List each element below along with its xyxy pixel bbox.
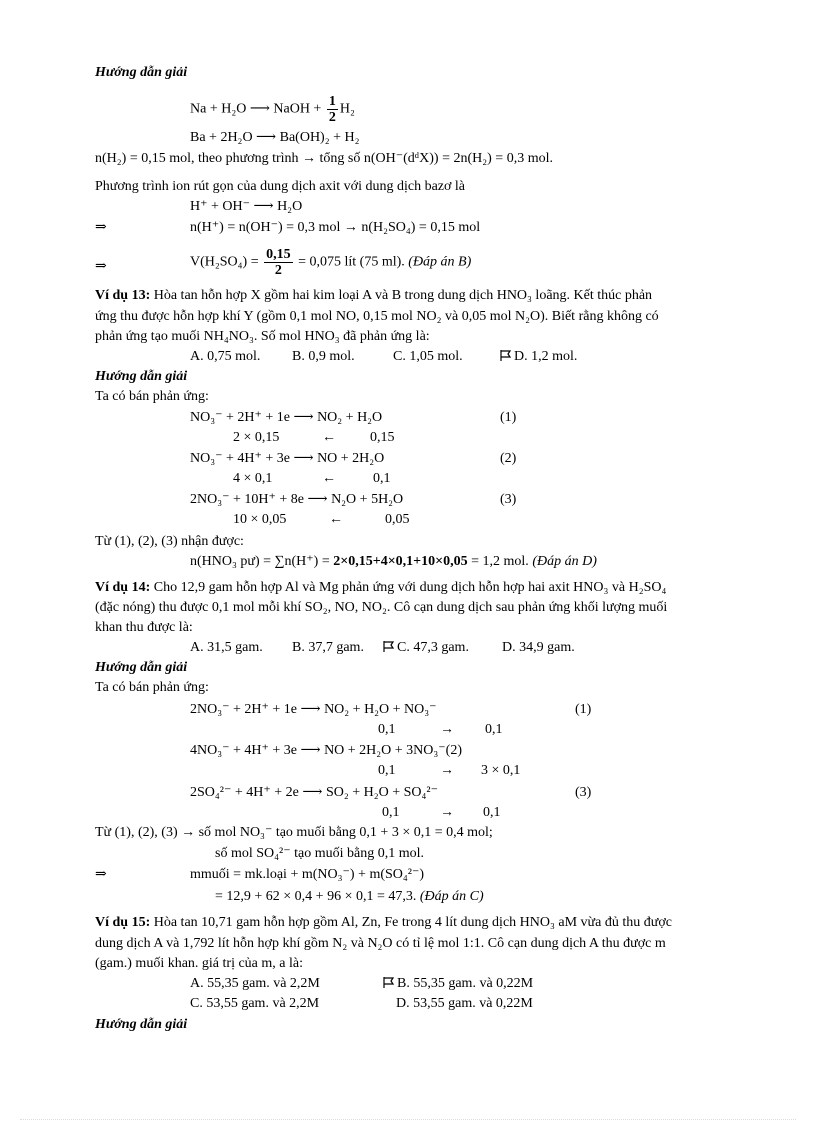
example-15-line-2: dung dịch A và 1,792 lít hỗn hợp khí gồm N₂ và N₂O có tỉ lệ mol 1:1. Cô cạn dung dịch A thu được m	[95, 936, 666, 951]
equation-na-text: Na + H₂O ⟶ NaOH +	[190, 101, 325, 117]
option-c	[383, 640, 469, 656]
option-b	[383, 976, 533, 992]
fraction-volume	[264, 247, 293, 278]
option-b-text: B. 55,35 gam. và 0,22M	[397, 976, 534, 991]
option-c: C. 1,05 mol.	[393, 349, 463, 364]
answer-note: (Đáp án B)	[408, 254, 472, 270]
example-14-line-3: khan thu được là:	[95, 620, 193, 635]
implies-arrow: ⇒	[95, 259, 107, 274]
example-label: Ví dụ 14:	[95, 580, 151, 595]
flag-icon	[383, 641, 397, 652]
option-b: B. 37,7 gam.	[292, 640, 364, 655]
moles-h-line: n(H⁺) = n(OH⁻) = 0,3 mol → n(H₂SO₄) = 0,15 mol	[190, 220, 481, 235]
reaction-s1: 2NO₃⁻ + 2H⁺ + 1e ⟶ NO₂ + H₂O + NO₃⁻	[190, 702, 437, 717]
reaction-3-arrow: ←	[329, 512, 343, 527]
reaction-1-stoich: 2 × 0,15	[233, 430, 280, 445]
example-15-line-1	[95, 915, 672, 931]
equation-ba: Ba + 2H₂O ⟶ Ba(OH)₂ + H₂	[190, 130, 360, 145]
example-13-line-3: phản ứng tạo muối NH₄NO₃. Số mol HNO₃ đã phản ứng là:	[95, 329, 430, 344]
option-a: A. 31,5 gam.	[190, 640, 263, 655]
option-d-text: D. 1,2 mol.	[514, 349, 578, 364]
solution-heading: Hướng dẫn giải	[95, 1017, 188, 1032]
reaction-s3-b: 0,1	[483, 805, 501, 820]
equation-na-tail: H₂	[339, 101, 355, 117]
fraction-half	[327, 94, 338, 125]
solution-heading: Hướng dẫn giải	[95, 65, 188, 80]
sum-lhs: n(HNO₃ pư) = ∑n(H⁺) =	[190, 554, 334, 569]
half-reaction-intro: Ta có bán phản ứng:	[95, 680, 209, 695]
solution-heading: Hướng dẫn giải	[95, 369, 188, 384]
sum-expression: 2×0,15+4×0,1+10×0,05	[333, 554, 468, 569]
implies-arrow: ⇒	[95, 220, 107, 235]
answer-note: (Đáp án D)	[532, 554, 597, 569]
flag-icon	[383, 977, 397, 988]
ion-intro: Phương trình ion rút gọn của dung dịch axit với dung dịch bazơ là	[95, 179, 466, 194]
example-text: Hòa tan 10,71 gam hỗn hợp gồm Al, Zn, Fe trong 4 lít dung dịch HNO₃ aM vừa đủ thu được	[150, 915, 672, 930]
example-label: Ví dụ 15:	[95, 915, 151, 930]
from-reactions-line: Từ (1), (2), (3) nhận được:	[95, 534, 244, 549]
reaction-2-arrow: ←	[322, 471, 336, 486]
option-d: D. 53,55 gam. và 0,22M	[396, 996, 533, 1011]
reaction-s2-arrow: →	[440, 763, 454, 778]
option-c-text: C. 47,3 gam.	[397, 640, 469, 655]
ion-equation: H⁺ + OH⁻ ⟶ H₂O	[190, 199, 303, 214]
reaction-s3-tag: (3)	[575, 785, 592, 800]
reaction-1-tag: (1)	[500, 410, 517, 425]
option-a: A. 55,35 gam. và 2,2M	[190, 976, 320, 991]
reaction-2-tag: (2)	[500, 451, 517, 466]
reaction-2: NO₃⁻ + 4H⁺ + 3e ⟶ NO + 2H₂O	[190, 451, 385, 466]
mass-calc-text: = 12,9 + 62 × 0,4 + 96 × 0,1 = 47,3.	[215, 889, 420, 904]
volume-prefix: V(H₂SO₄) =	[190, 254, 263, 270]
equation-na	[190, 94, 355, 125]
reaction-s1-b: 0,1	[485, 722, 503, 737]
option-c: C. 53,55 gam. và 2,2M	[190, 996, 320, 1011]
implies-arrow: ⇒	[95, 867, 107, 882]
mass-formula: mmuối = mk.loại + m(NO₃⁻) + m(SO₄²⁻)	[190, 867, 425, 882]
reaction-3-stoich: 10 × 0,05	[233, 512, 287, 527]
sulfate-moles-line: số mol SO₄²⁻ tạo muối bằng 0,1 mol.	[215, 846, 424, 861]
reaction-s1-a: 0,1	[378, 722, 396, 737]
volume-result: = 0,075 lít (75 ml).	[294, 254, 409, 270]
example-13-line-2: ứng thu được hỗn hợp khí Y (gồm 0,1 mol NO, 0,15 mol NO₂ và 0,05 mol N₂O). Biết rằng không có	[95, 309, 659, 324]
example-text: Cho 12,9 gam hỗn hợp Al và Mg phản ứng với dung dịch hỗn hợp hai axit HNO₃ và H₂SO₄	[150, 580, 667, 595]
reaction-1-arrow: ←	[322, 430, 336, 445]
reaction-s3-arrow: →	[440, 805, 454, 820]
example-label: Ví dụ 13:	[95, 288, 151, 303]
half-reaction-intro: Ta có bán phản ứng:	[95, 389, 209, 404]
volume-line	[190, 247, 471, 278]
option-a: A. 0,75 mol.	[190, 349, 261, 364]
mass-calculation	[215, 889, 484, 905]
sum-line	[190, 554, 597, 570]
reaction-s3: 2SO₄²⁻ + 4H⁺ + 2e ⟶ SO₂ + H₂O + SO₄²⁻	[190, 785, 438, 800]
option-d: D. 34,9 gam.	[502, 640, 575, 655]
from-reactions-line: Từ (1), (2), (3) → số mol NO₃⁻ tạo muối bằng 0,1 + 3 × 0,1 = 0,4 mol;	[95, 825, 493, 840]
solution-heading: Hướng dẫn giải	[95, 660, 188, 675]
fraction-numerator: 1	[328, 94, 336, 109]
option-b: B. 0,9 mol.	[292, 349, 355, 364]
reaction-s1-arrow: →	[440, 722, 454, 737]
example-14-line-2: (đặc nóng) thu được 0,1 mol mỗi khí SO₂, NO, NO₂. Cô cạn dung dịch sau phản ứng khối lượng muối	[95, 600, 668, 615]
reaction-s2-a: 0,1	[378, 763, 396, 778]
page-bottom-rule	[20, 1119, 796, 1120]
reaction-s2: 4NO₃⁻ + 4H⁺ + 3e ⟶ NO + 2H₂O + 3NO₃⁻(2)	[190, 743, 462, 758]
example-14-line-1	[95, 580, 666, 596]
reaction-s1-tag: (1)	[575, 702, 592, 717]
reaction-2-stoich: 4 × 0,1	[233, 471, 273, 486]
example-15-line-3: (gam.) muối khan. giá trị của m, a là:	[95, 956, 303, 971]
fraction-numerator: 0,15	[266, 247, 291, 262]
reaction-3-tag: (3)	[500, 492, 517, 507]
nh2-line: n(H₂) = 0,15 mol, theo phương trình → tổng số n(OH⁻(dᵈX)) = 2n(H₂) = 0,3 mol.	[95, 151, 553, 166]
reaction-1: NO₃⁻ + 2H⁺ + 1e ⟶ NO₂ + H₂O	[190, 410, 383, 425]
fraction-denominator: 2	[274, 263, 282, 278]
reaction-2-value: 0,1	[373, 471, 391, 486]
answer-note: (Đáp án C)	[419, 889, 484, 904]
fraction-denominator: 2	[328, 110, 336, 125]
example-13-line-1	[95, 288, 652, 304]
reaction-s2-b: 3 × 0,1	[481, 763, 521, 778]
reaction-s3-a: 0,1	[382, 805, 400, 820]
option-d	[500, 349, 577, 365]
reaction-3-value: 0,05	[385, 512, 410, 527]
sum-result: = 1,2 mol.	[467, 554, 533, 569]
example-text: Hòa tan hỗn hợp X gồm hai kim loại A và B trong dung dịch HNO₃ loãng. Kết thúc phản	[150, 288, 653, 303]
flag-icon	[500, 350, 514, 361]
reaction-3: 2NO₃⁻ + 10H⁺ + 8e ⟶ N₂O + 5H₂O	[190, 492, 404, 507]
reaction-1-value: 0,15	[370, 430, 395, 445]
